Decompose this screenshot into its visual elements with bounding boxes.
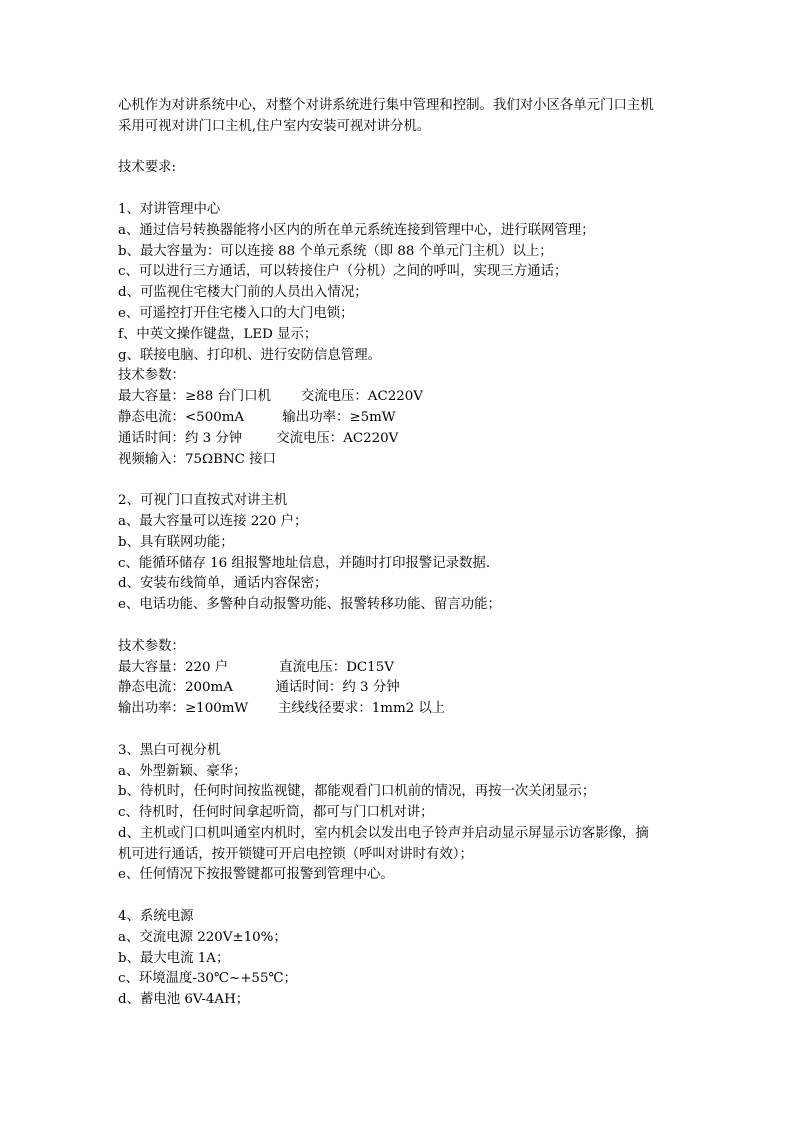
- section-title: 2、可视门口直按式对讲主机: [118, 493, 288, 509]
- param-row: 最大容量：≥88 台门口机 交流电压：AC220V: [118, 389, 423, 405]
- list-item: e、任何情况下按报警键都可报警到管理中心。: [118, 867, 394, 883]
- list-item: a、通过信号转换器能将小区内的所在单元系统连接到管理中心，进行联网管理；: [118, 222, 595, 238]
- blank-line: [118, 886, 688, 907]
- list-item: d、主机或门口机叫通室内机时，室内机会以发出电子铃声并启动显示屏显示访客影像，摘: [118, 825, 649, 841]
- params-heading: 技术参数：: [118, 368, 185, 384]
- param-row: 最大容量：220 户 直流电压：DC15V: [118, 659, 394, 675]
- blank-line: [118, 138, 688, 159]
- list-item: c、可以进行三方通话，可以转接住户（分机）之间的呼叫，实现三方通话；: [118, 264, 568, 280]
- list-item: b、待机时，任何时间按监视键，都能观看门口机前的情况，再按一次关闭显示；: [118, 784, 596, 800]
- list-item: d、蓄电池 6V-4AH；: [118, 992, 250, 1008]
- intro-line: 心机作为对讲系统中心，对整个对讲系统进行集中管理和控制。我们对小区各单元门口主机: [118, 98, 654, 113]
- list-item: e、可遥控打开住宅楼入口的大门电锁；: [118, 305, 354, 321]
- tech-requirements-heading: 技术要求:: [118, 160, 177, 176]
- param-row: 通话时间：约 3 分钟 交流电压：AC220V: [118, 430, 399, 446]
- list-item-continuation: 机可进行通话，按开锁键可开启电控锁（呼叫对讲时有效）；: [118, 846, 473, 862]
- list-item: d、安装布线简单，通话内容保密；: [118, 576, 328, 592]
- list-item: b、最大容量为：可以连接 88 个单元系统（即 88 个单元门主机）以上；: [118, 243, 553, 259]
- param-row: 视频输入：75ΩBNC 接口: [118, 451, 276, 467]
- blank-line: [118, 720, 688, 741]
- list-item: b、具有联网功能；: [118, 534, 234, 550]
- intro-line: 采用可视对讲门口主机,住户室内安装可视对讲分机。: [118, 118, 431, 134]
- section-title: 4、系统电源: [118, 909, 194, 925]
- blank-line: [118, 616, 688, 637]
- list-item: g、联接电脑、打印机、进行安防信息管理。: [118, 347, 381, 363]
- list-item: b、最大电流 1A；: [118, 950, 230, 966]
- list-item: a、外型新颖、豪华；: [118, 763, 247, 779]
- param-row: 静态电流：<500mA 输出功率：≥5mW: [118, 409, 396, 425]
- list-item: c、环境温度-30℃~+55℃；: [118, 971, 297, 987]
- list-item: c、待机时，任何时间拿起听筒，都可与门口机对讲；: [118, 805, 434, 821]
- section-title: 1、对讲管理中心: [118, 201, 221, 217]
- list-item: a、交流电源 220V±10%；: [118, 929, 287, 945]
- blank-line: [118, 179, 688, 200]
- list-item: d、可监视住宅楼大门前的人员出入情况；: [118, 285, 368, 301]
- document-body: [118, 96, 688, 1011]
- list-item: c、能循环储存 16 组报警地址信息，并随时打印报警记录数据.: [118, 555, 491, 571]
- blank-line: [118, 470, 688, 491]
- params-heading: 技术参数：: [118, 638, 185, 654]
- param-row: 静态电流：200mA 通话时间：约 3 分钟: [118, 680, 400, 696]
- param-row: 输出功率：≥100mW 主线线径要求：1mm2 以上: [118, 701, 446, 717]
- list-item: f、中英文操作键盘，LED 显示；: [118, 326, 318, 342]
- list-item: a、最大容量可以连接 220 户；: [118, 513, 308, 529]
- list-item: e、电话功能、多警种自动报警功能、报警转移功能、留言功能；: [118, 597, 501, 613]
- section-title: 3、黑白可视分机: [118, 742, 221, 758]
